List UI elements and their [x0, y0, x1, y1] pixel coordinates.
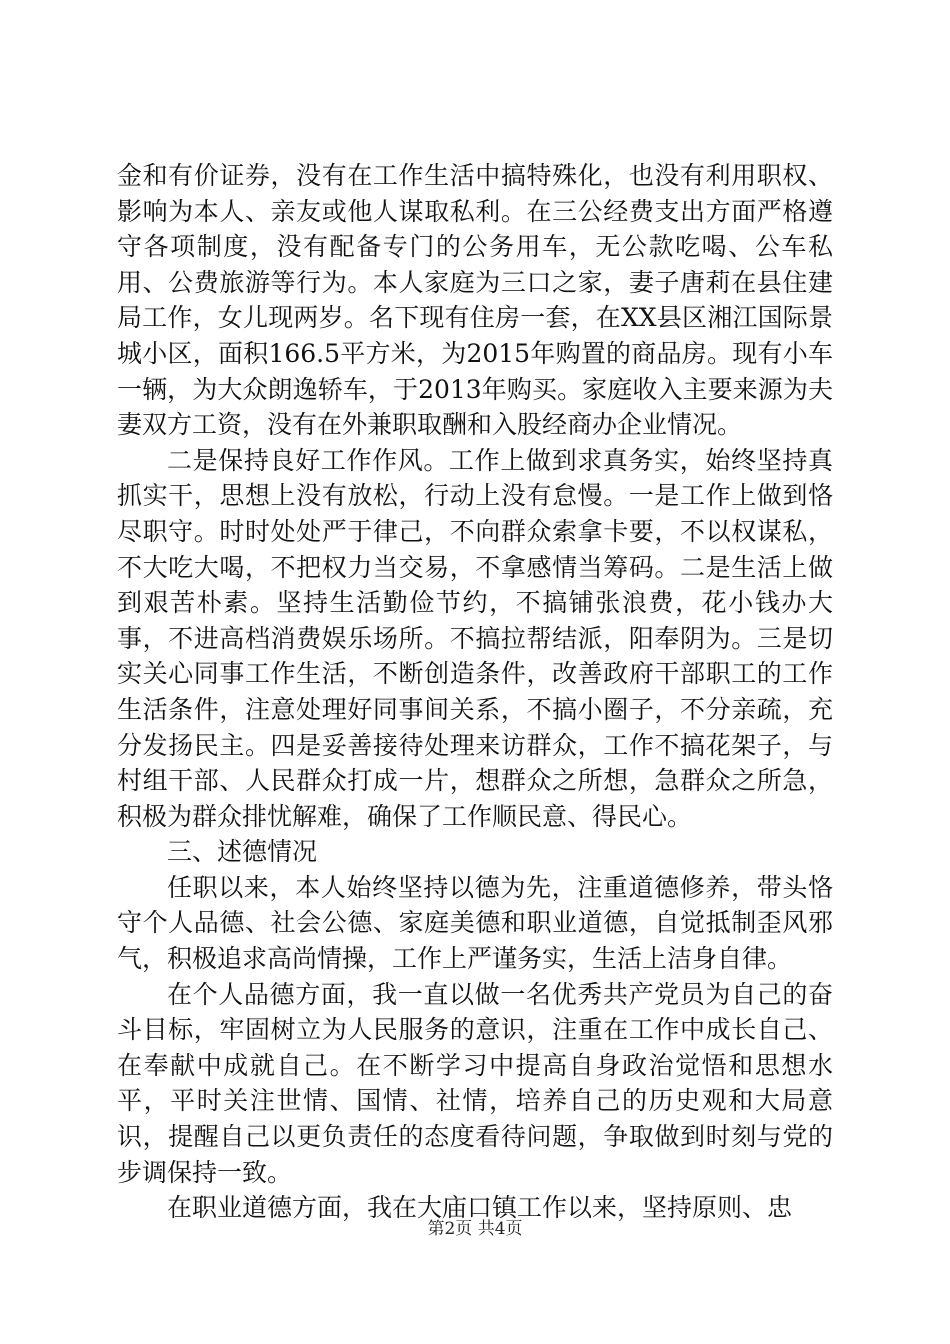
- paragraph-personal-morality: 在个人品德方面，我一直以做一名优秀共产党员为自己的奋斗目标，牢固树立为人民服务的意识，注重在工作中成长自己、在奉献中成就自己。在不断学习中提高自身政治觉悟和思想水平，平时关注世情、国情、社情，培养自己的历史观和大局意识，提醒自己以更负责任的态度看待问题，争取做到时刻与党的步调保持一致。: [117, 979, 833, 1187]
- page-footer: 第2页 共4页: [427, 1219, 523, 1239]
- paragraph-professional-ethics: 在职业道德方面，我在大庙口镇工作以来，坚持原则、忠: [167, 1193, 793, 1223]
- paragraph-work-style: 二是保持良好工作作风。工作上做到求真务实，始终坚持真抓实干，思想上没有放松，行动上没有怠慢。一是工作上做到恪尽职守。时时处处严于律己，不向群众索拿卡要，不以权谋私，不大吃大喝，不把权力当交易，不拿感情当筹码。二是生活上做到艰苦朴素。坚持生活勤俭节约，不搞铺张浪费，花小钱办大事，不进高档消费娱乐场所。不搞拉帮结派，阳奉阴为。三是切实关心同事工作生活，不断创造条件，改善政府干部职工的工作生活条件，注意处理好同事间关系，不搞小圈子，不分亲疏，充分发扬民主。四是妥善接待处理来访群众，工作不搞花架子，与村组干部、人民群众打成一片，想群众之所想，急群众之所急，积极为群众排忧解难，确保了工作顺民意、得民心。: [117, 445, 833, 831]
- document-body: [117, 158, 833, 1226]
- paragraph-continuation: 金和有价证券，没有在工作生活中搞特殊化，也没有利用职权、影响为本人、亲友或他人谋取私利。在三公经费支出方面严格遵守各项制度，没有配备专门的公务用车，无公款吃喝、公车私用、公费旅游等行为。本人家庭为三口之家，妻子唐莉在县住建局工作，女儿现两岁。名下现有住房一套，在XX县区湘江国际景城小区，面积166.5平方米，为2015年购置的商品房。现有小车一辆，为大众朗逸轿车，于2013年购买。家庭收入主要来源为夫妻双方工资，没有在外兼职取酬和入股经商办企业情况。: [117, 161, 833, 440]
- paragraph-morality-intro: 任职以来，本人始终坚持以德为先，注重道德修养，带头恪守个人品德、社会公德、家庭美德和职业道德，自觉抵制歪风邪气，积极追求高尚情操，工作上严谨务实，生活上洁身自律。: [117, 872, 833, 974]
- section-heading-morality: 三、述德情况: [167, 837, 318, 867]
